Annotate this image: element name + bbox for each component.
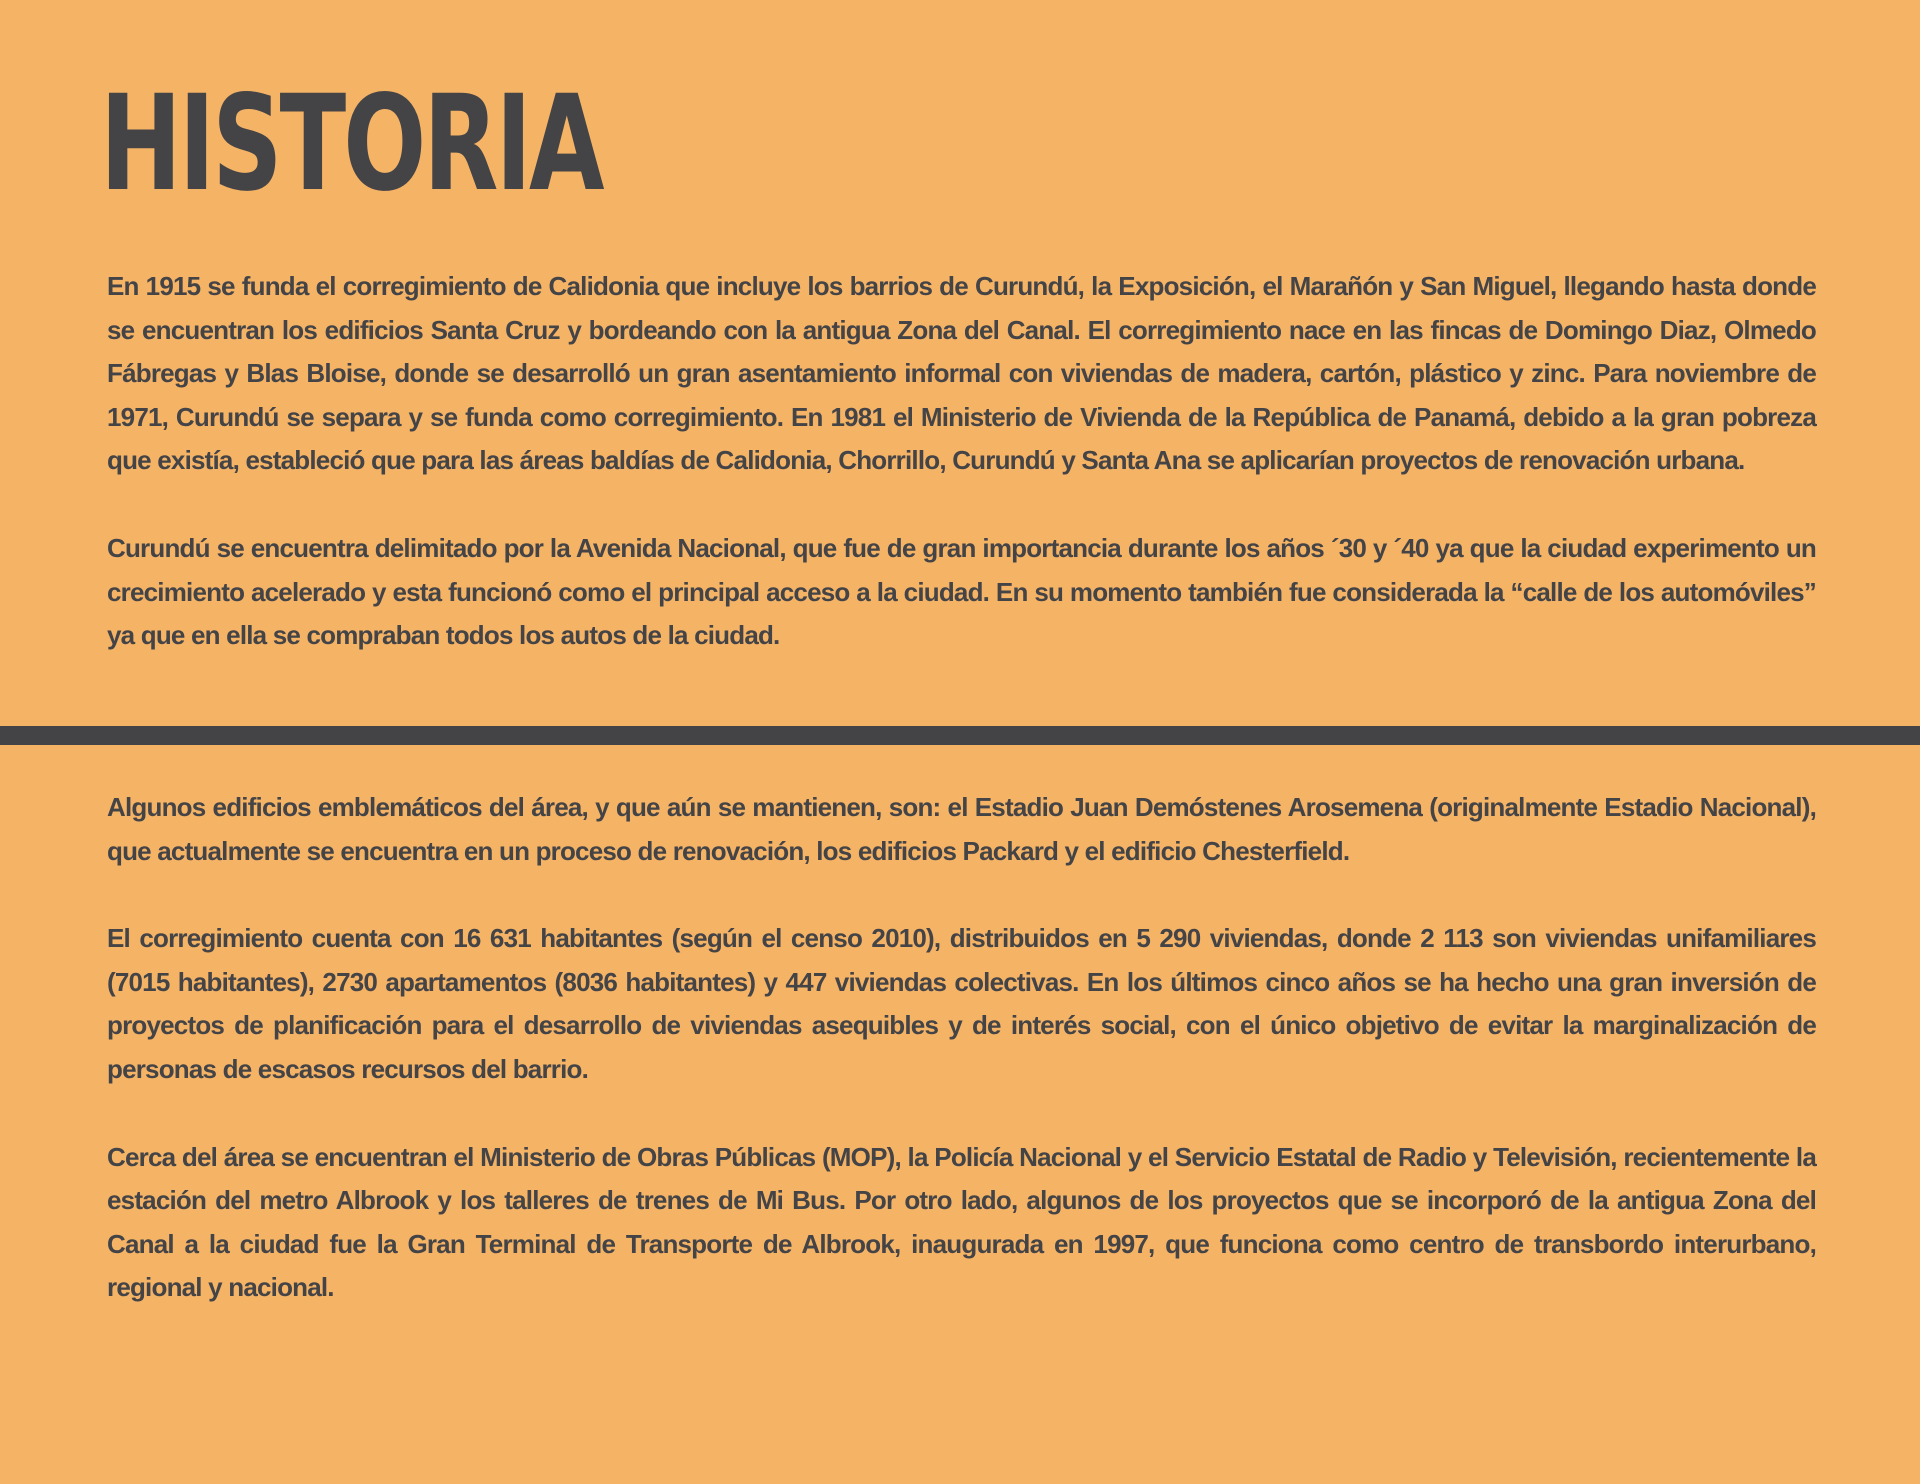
paragraph-nearby-institutions: Cerca del área se encuentran el Ministerio de Obras Públicas (MOP), la Policía Nacional y el Servicio Estatal de Radio y Televisión, recientemente la estación del metro Albrook y los talleres de trenes de Mi Bus. Por otro lado, algunos de los proyectos que se incorporó de la antigua Zona del Canal a la ciudad fue la Gran Terminal de Transporte de Albrook, inaugurada en 1997, que funciona como centro de transbordo interurbano, regional y nacional. [107, 1141, 1816, 1303]
paragraph-avenida-nacional: Curundú se encuentra delimitado por la Avenida Nacional, que fue de gran importancia durante los años ´30 y ´40 ya que la ciudad experimento un crecimiento acelerado y esta funcionó como el principal acceso a la ciudad. En su momento también fue considerada la “calle de los automóviles” ya que en ella se compraban todos los autos de la ciudad. [107, 532, 1816, 651]
paragraph-calidonia-origin: En 1915 se funda el corregimiento de Calidonia que incluye los barrios de Curundú, la Exposición, el Marañón y San Miguel, llegando hasta donde se encuentran los edificios Santa Cruz y bordeando con la antigua Zona del Canal. El corregimiento nace en las fincas de Domingo Diaz, Olmedo Fábregas y Blas Bloise, donde se desarrolló un gran asentamiento informal con viviendas de madera, cartón, plástico y zinc. Para noviembre de 1971, Curundú se separa y se funda como corregimiento. En 1981 el Ministerio de Vivienda de la República de Panamá, debido a la gran pobreza que existía, estableció que para las áreas baldías de Calidonia, Chorrillo, Curundú y Santa Ana se aplicarían proyectos de renovación urbana. [107, 271, 1816, 476]
page-title: HISTORIA [100, 67, 602, 221]
paragraph-population-census: El corregimiento cuenta con 16 631 habitantes (según el censo 2010), distribuidos en 5 290 viviendas, donde 2 113 son viviendas unifamiliares (7015 habitantes), 2730 apartamentos (8036 habitantes) y 447 viviendas colectivas. En los últimos cinco años se ha hecho una gran inversión de proyectos de planificación para el desarrollo de viviendas asequibles y de interés social, con el único objetivo de evitar la marginalización de personas de escasos recursos del barrio. [107, 923, 1816, 1084]
history-intro-section [107, 265, 1816, 702]
section-divider [0, 726, 1920, 745]
paragraph-emblematic-buildings: Algunos edificios emblemáticos del área, y que aún se mantienen, son: el Estadio Juan Demóstenes Arosemena (originalmente Estadio Nacional), que actualmente se encuentra en un proceso de renovación, los edificios Packard y el edificio Chesterfield. [107, 792, 1816, 866]
history-details-section [107, 786, 1816, 1354]
